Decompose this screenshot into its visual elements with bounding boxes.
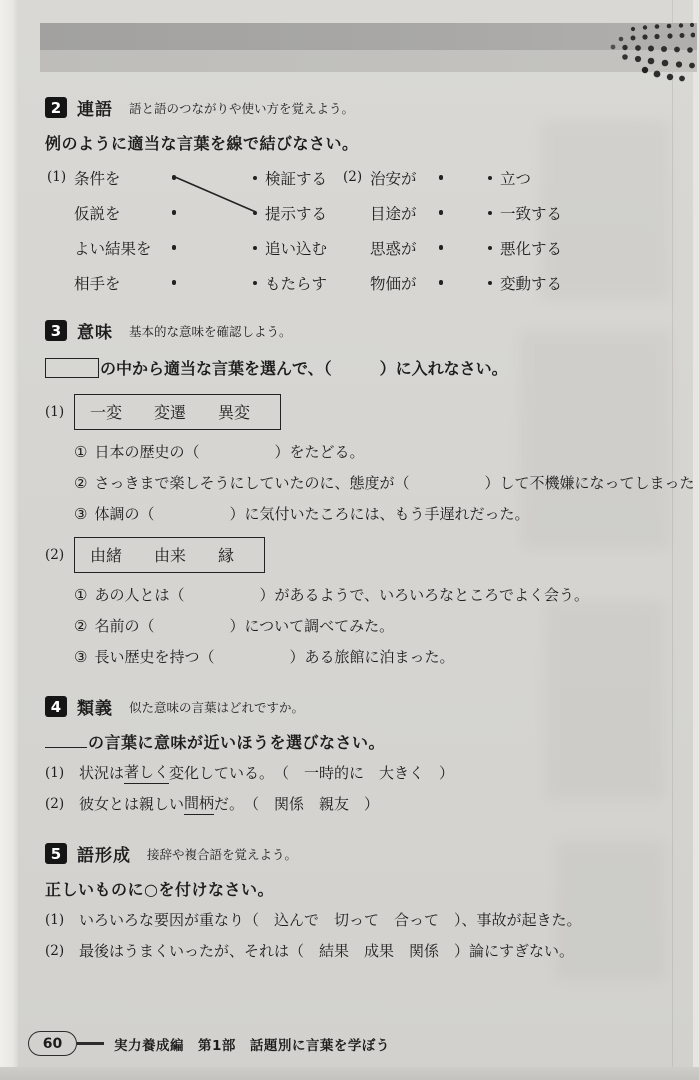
- section-3-instruction-text: の中から適当な言葉を選んで、（ ）に入れなさい。: [100, 359, 508, 378]
- item-sentence: いろいろな要因が重なり（ 込んで 切って 合って ）、事故が起きた。: [79, 911, 582, 929]
- match-dot: [439, 245, 444, 250]
- match-dot: [488, 211, 492, 215]
- section-5-number-badge: 5: [45, 843, 67, 864]
- item-label: (2): [45, 942, 65, 959]
- section-2-header: [45, 95, 685, 120]
- footer-dash-line: [77, 1042, 104, 1044]
- match-dot: [488, 176, 492, 180]
- match-dot: [253, 246, 257, 250]
- page-edge-right: [693, 0, 699, 1080]
- match-right-item: 立つ: [500, 169, 532, 188]
- choice-word: 一変: [90, 403, 123, 422]
- section-5-title: 語形成: [77, 846, 131, 866]
- section-5-header: [45, 841, 685, 866]
- section-3-title: 意味: [77, 323, 113, 343]
- match-dot: [253, 281, 257, 285]
- synonym-item: [45, 757, 685, 788]
- match-dot: [439, 175, 444, 180]
- page-number-badge: 60: [28, 1031, 77, 1056]
- match-dot: [172, 210, 177, 215]
- item-label: (1): [45, 911, 65, 928]
- match-row: [370, 195, 562, 230]
- choice-word: 由来: [154, 546, 187, 565]
- header-gradient-band: [40, 23, 697, 72]
- page-content: [45, 95, 695, 966]
- group-2-label: (2): [45, 547, 65, 563]
- match-dot: [172, 175, 177, 180]
- section-3-header: [45, 318, 685, 343]
- choice-word: 変遷: [154, 403, 187, 422]
- section-5-instruction: 正しいものに○を付けなさい。: [45, 880, 274, 899]
- matching-part-2: [370, 160, 562, 300]
- match-right-item: もたらす: [265, 274, 328, 293]
- section-2-subtitle: 語と語のつながりや使い方を覚えよう。: [129, 100, 355, 116]
- match-right-item: 追い込む: [265, 239, 328, 258]
- match-left-item: 条件を: [74, 169, 121, 188]
- match-right-item: 検証する: [265, 169, 328, 188]
- part-2-label: (2): [343, 169, 363, 185]
- underline-blank: [45, 734, 87, 748]
- match-left-item: よい結果を: [74, 239, 152, 258]
- item-number: ①: [74, 585, 88, 604]
- fill-in-item: [45, 498, 685, 529]
- section-3-instruction: [45, 356, 685, 379]
- match-right-item: 一致する: [500, 204, 563, 223]
- match-row: [370, 230, 562, 265]
- match-left-item: 仮説を: [74, 204, 121, 223]
- section-4-number-badge: 4: [45, 696, 67, 717]
- match-dot: [253, 211, 257, 215]
- match-row: [74, 230, 327, 265]
- section-4-title: 類義: [77, 699, 113, 719]
- matching-exercise: [47, 160, 685, 300]
- fill-in-item: [45, 641, 685, 672]
- underlined-word: 著しく: [124, 761, 169, 784]
- section-4-instruction: [45, 730, 685, 753]
- match-row: [74, 195, 327, 230]
- match-row: [74, 265, 327, 300]
- fill-in-sentence: 名前の（ ）について調べてみた。: [94, 617, 395, 635]
- item-number: ①: [74, 442, 88, 461]
- match-dot: [439, 210, 444, 215]
- match-left-item: 思惑が: [370, 239, 417, 258]
- choice-word: 縁: [218, 546, 235, 565]
- word-choice-group-2: [45, 537, 685, 573]
- synonym-item: [45, 788, 685, 819]
- match-dot: [172, 280, 177, 285]
- page-footer: [28, 1031, 390, 1056]
- match-dot: [488, 281, 492, 285]
- fill-in-item: [45, 610, 685, 641]
- sentence-pre: 彼女とは親しい: [79, 795, 185, 813]
- match-left-item: 相手を: [74, 274, 121, 293]
- fill-in-sentence: 日本の歴史の（ ）をたどる。: [94, 443, 365, 461]
- sentence-post: 変化している。: [169, 764, 275, 782]
- page-bottom-edge: [0, 1067, 699, 1080]
- section-4-subtitle: 似た意味の言葉はどれですか。: [129, 699, 305, 715]
- item-number: ②: [74, 473, 88, 492]
- section-2-number-badge: 2: [45, 97, 67, 118]
- choice-word: 異変: [218, 403, 251, 422]
- fill-in-sentence: あの人とは（ ）があるようで、いろいろなところでよく会う。: [94, 586, 590, 604]
- word-choice-box: [74, 394, 281, 430]
- answer-choices: （ 一時的に 大きく ）: [274, 764, 455, 782]
- header-band-light: [40, 50, 697, 72]
- word-box-placeholder: [45, 358, 99, 378]
- answer-choices: （ 関係 親友 ）: [244, 795, 380, 813]
- fill-in-sentence: 体調の（ ）に気付いたころには、もう手遅れだった。: [94, 505, 530, 523]
- sentence-post: だ。: [214, 795, 245, 813]
- match-right-item: 提示する: [265, 204, 328, 223]
- match-right-item: 悪化する: [500, 239, 563, 258]
- fill-in-sentence: 長い歴史を持つ（ ）ある旅館に泊まった。: [94, 648, 455, 666]
- word-formation-item: [45, 935, 685, 966]
- group-1-label: (1): [45, 404, 65, 420]
- word-choice-box: [74, 537, 265, 573]
- match-dot: [172, 245, 177, 250]
- match-left-item: 目途が: [370, 204, 417, 223]
- word-choice-group-1: [45, 394, 685, 430]
- section-4-header: [45, 694, 685, 719]
- item-sentence: 最後はうまくいったが、それは（ 結果 成果 関係 ）論にすぎない。: [79, 942, 575, 960]
- match-row: [74, 160, 327, 195]
- section-2-instruction: 例のように適当な言葉を線で結びなさい。: [45, 134, 359, 153]
- matching-part-1: [74, 160, 327, 300]
- section-2-title: 連語: [77, 100, 113, 120]
- match-row: [370, 265, 562, 300]
- choice-word: 由緒: [90, 546, 123, 565]
- part-1-label: (1): [47, 169, 67, 185]
- header-band-dark: [40, 23, 697, 50]
- section-3-subtitle: 基本的な意味を確認しよう。: [129, 323, 292, 339]
- sentence-pre: 状況は: [79, 764, 125, 782]
- item-label: (1): [45, 764, 65, 781]
- section-5-subtitle: 接辞や複合語を覚えよう。: [147, 846, 298, 862]
- fill-in-item: [45, 436, 685, 467]
- fill-in-item: [45, 467, 695, 498]
- match-left-item: 治安が: [370, 169, 417, 188]
- fill-in-item: [45, 579, 685, 610]
- section-3-number-badge: 3: [45, 320, 67, 341]
- underlined-word: 間柄: [184, 792, 214, 815]
- match-left-item: 物価が: [370, 274, 417, 293]
- page-edge-left: [0, 0, 18, 1080]
- item-number: ②: [74, 616, 88, 635]
- fill-in-sentence: さっきまで楽しそうにしていたのに、態度が（ ）して不機嫌になってしまった: [94, 474, 695, 492]
- footer-chapter-text: 実力養成編 第1部 話題別に言葉を学ぼう: [114, 1037, 390, 1054]
- word-formation-item: [45, 904, 685, 935]
- match-dot: [488, 246, 492, 250]
- item-number: ③: [74, 504, 88, 523]
- halftone-dots-decoration: [603, 16, 695, 84]
- match-row: [370, 160, 562, 195]
- item-number: ③: [74, 647, 88, 666]
- item-label: (2): [45, 795, 65, 812]
- section-4-instruction-text: の言葉に意味が近いほうを選びなさい。: [88, 733, 386, 752]
- match-right-item: 変動する: [500, 274, 563, 293]
- match-dot: [253, 176, 257, 180]
- match-dot: [439, 280, 444, 285]
